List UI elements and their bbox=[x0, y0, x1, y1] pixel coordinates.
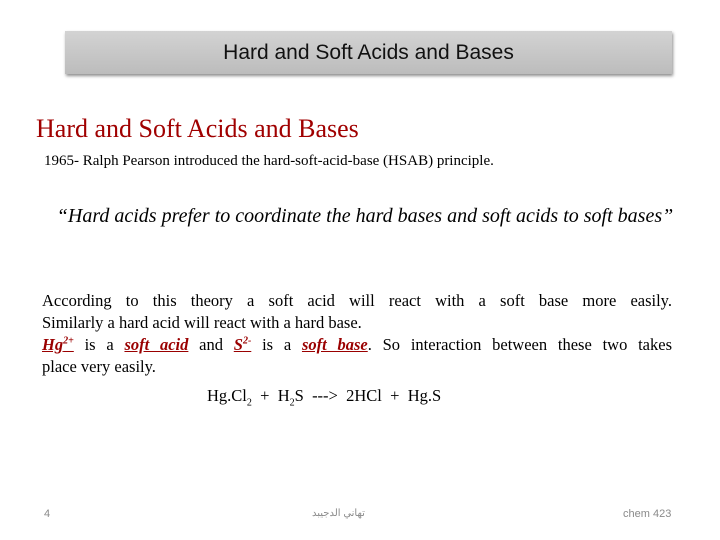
author-name: تهاني الدجيبد bbox=[312, 508, 365, 519]
page-heading: Hard and Soft Acids and Bases bbox=[36, 114, 359, 143]
page-number: 4 bbox=[44, 508, 51, 520]
hg-ion: $Hg^{2+}$ bbox=[42, 335, 74, 354]
course-code: chem 423 bbox=[623, 508, 672, 520]
body-paragraph bbox=[42, 290, 672, 378]
body-line-3: $Hg^{2+}$ is a soft acid and $S^{2-}$ is a soft base. So interaction between these two takes bbox=[42, 335, 672, 354]
slide-title: Hard and Soft Acids and Bases bbox=[223, 40, 514, 64]
pearson-quote: “Hard acids prefer to coordinate the hard bases and soft acids to soft bases” bbox=[56, 205, 674, 227]
body-line-2: Similarly a hard acid will react with a hard base. bbox=[42, 313, 362, 332]
chemical-equation: $Hg.Cl_2 + H_2S$ ---> 2HCl + Hg.S bbox=[207, 386, 442, 409]
soft-base-term: soft base bbox=[301, 335, 368, 354]
slide-title-bar bbox=[65, 31, 672, 74]
body-line-1: According to this theory a soft acid will react with a soft base more easily. bbox=[42, 291, 672, 310]
sulfide-ion: $S^{2-}$ bbox=[233, 335, 252, 354]
intro-text: 1965- Ralph Pearson introduced the hard-soft-acid-base (HSAB) principle. bbox=[44, 153, 494, 169]
body-line-4: place very easily. bbox=[42, 357, 156, 376]
soft-acid-term: soft acid bbox=[124, 335, 189, 354]
